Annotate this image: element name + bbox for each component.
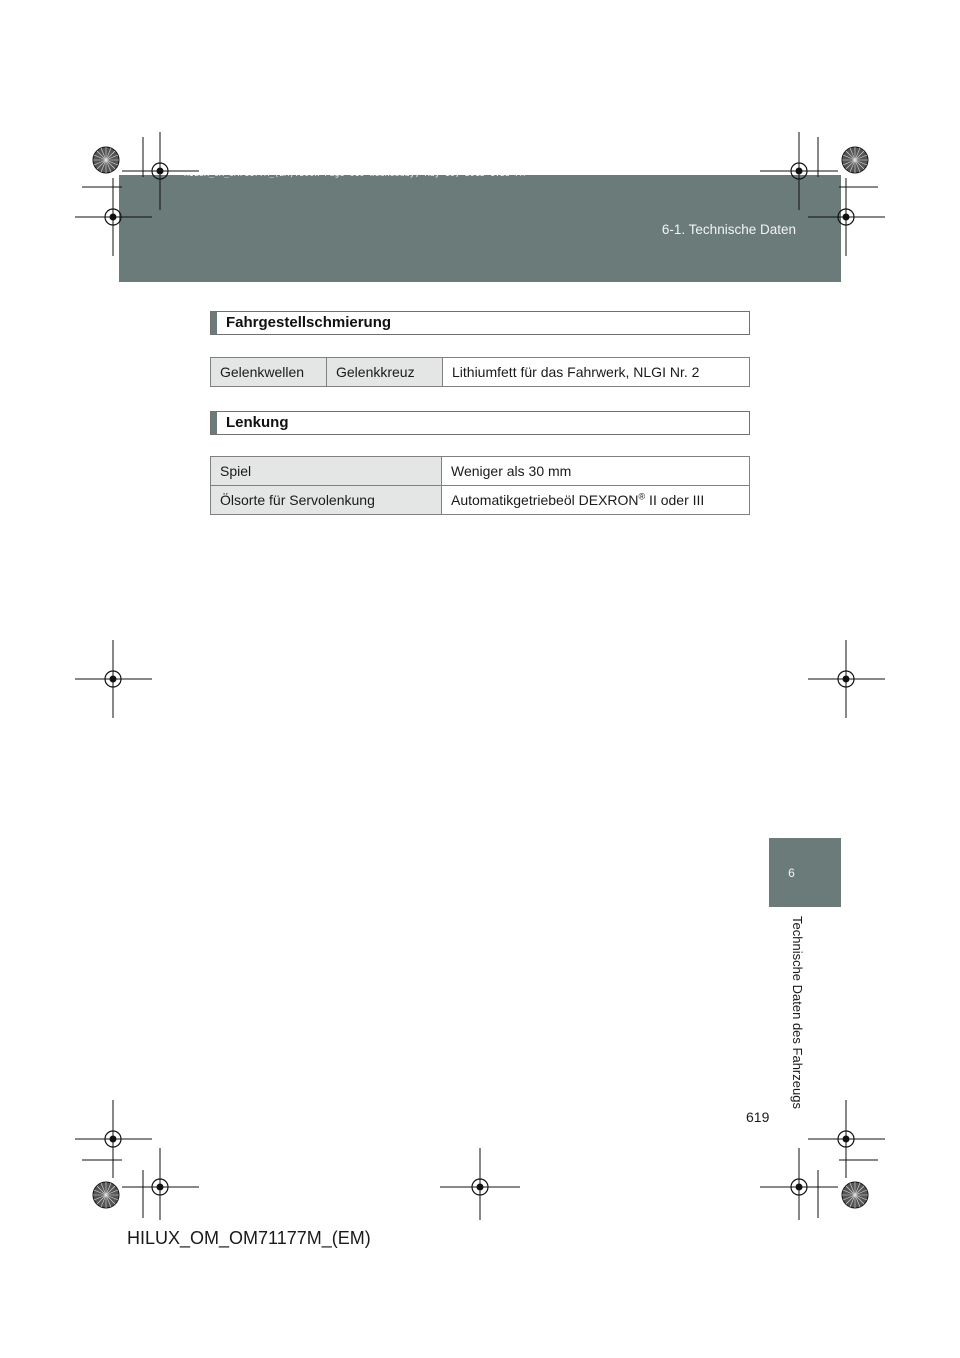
chapter-number: 6	[788, 866, 795, 880]
value-text: II oder III	[645, 492, 705, 508]
section-title: 6-1. Technische Daten	[661, 222, 796, 237]
chassis-lubrication-table	[210, 357, 750, 387]
table-cell: Spiel	[211, 457, 442, 486]
section-heading-steering	[210, 411, 750, 435]
table-row	[211, 358, 750, 387]
section-heading-text: Fahrgestellschmierung	[226, 314, 392, 331]
value-text: Automatikgetriebeöl DEXRON	[451, 492, 639, 508]
table-cell: Lithiumfett für das Fahrwerk, NLGI Nr. 2	[443, 358, 750, 387]
table-cell: Weniger als 30 mm	[442, 457, 750, 486]
page-number: 619	[746, 1109, 770, 1125]
section-heading-text: Lenkung	[226, 414, 289, 431]
registered-mark: ®	[638, 491, 646, 502]
document-code: HILUX_OM_OM71177M_(EM)	[127, 1228, 371, 1248]
table-row	[211, 486, 750, 515]
section-heading-chassis	[210, 311, 750, 335]
print-stamp: HILUX_OM_OM71177M_(EM).book Page 619 Wednesday, May 16, 2012 1:28 PM	[184, 169, 526, 178]
chapter-title: Technische Daten des Fahrzeugs	[790, 916, 805, 1109]
table-cell: Gelenkwellen	[211, 358, 327, 387]
table-row	[211, 457, 750, 486]
table-cell: Gelenkkreuz	[327, 358, 443, 387]
heading-accent-bar	[211, 412, 217, 434]
steering-table	[210, 456, 750, 515]
table-cell	[442, 486, 750, 515]
table-cell: Ölsorte für Servolenkung	[211, 486, 442, 515]
heading-accent-bar	[211, 312, 217, 334]
